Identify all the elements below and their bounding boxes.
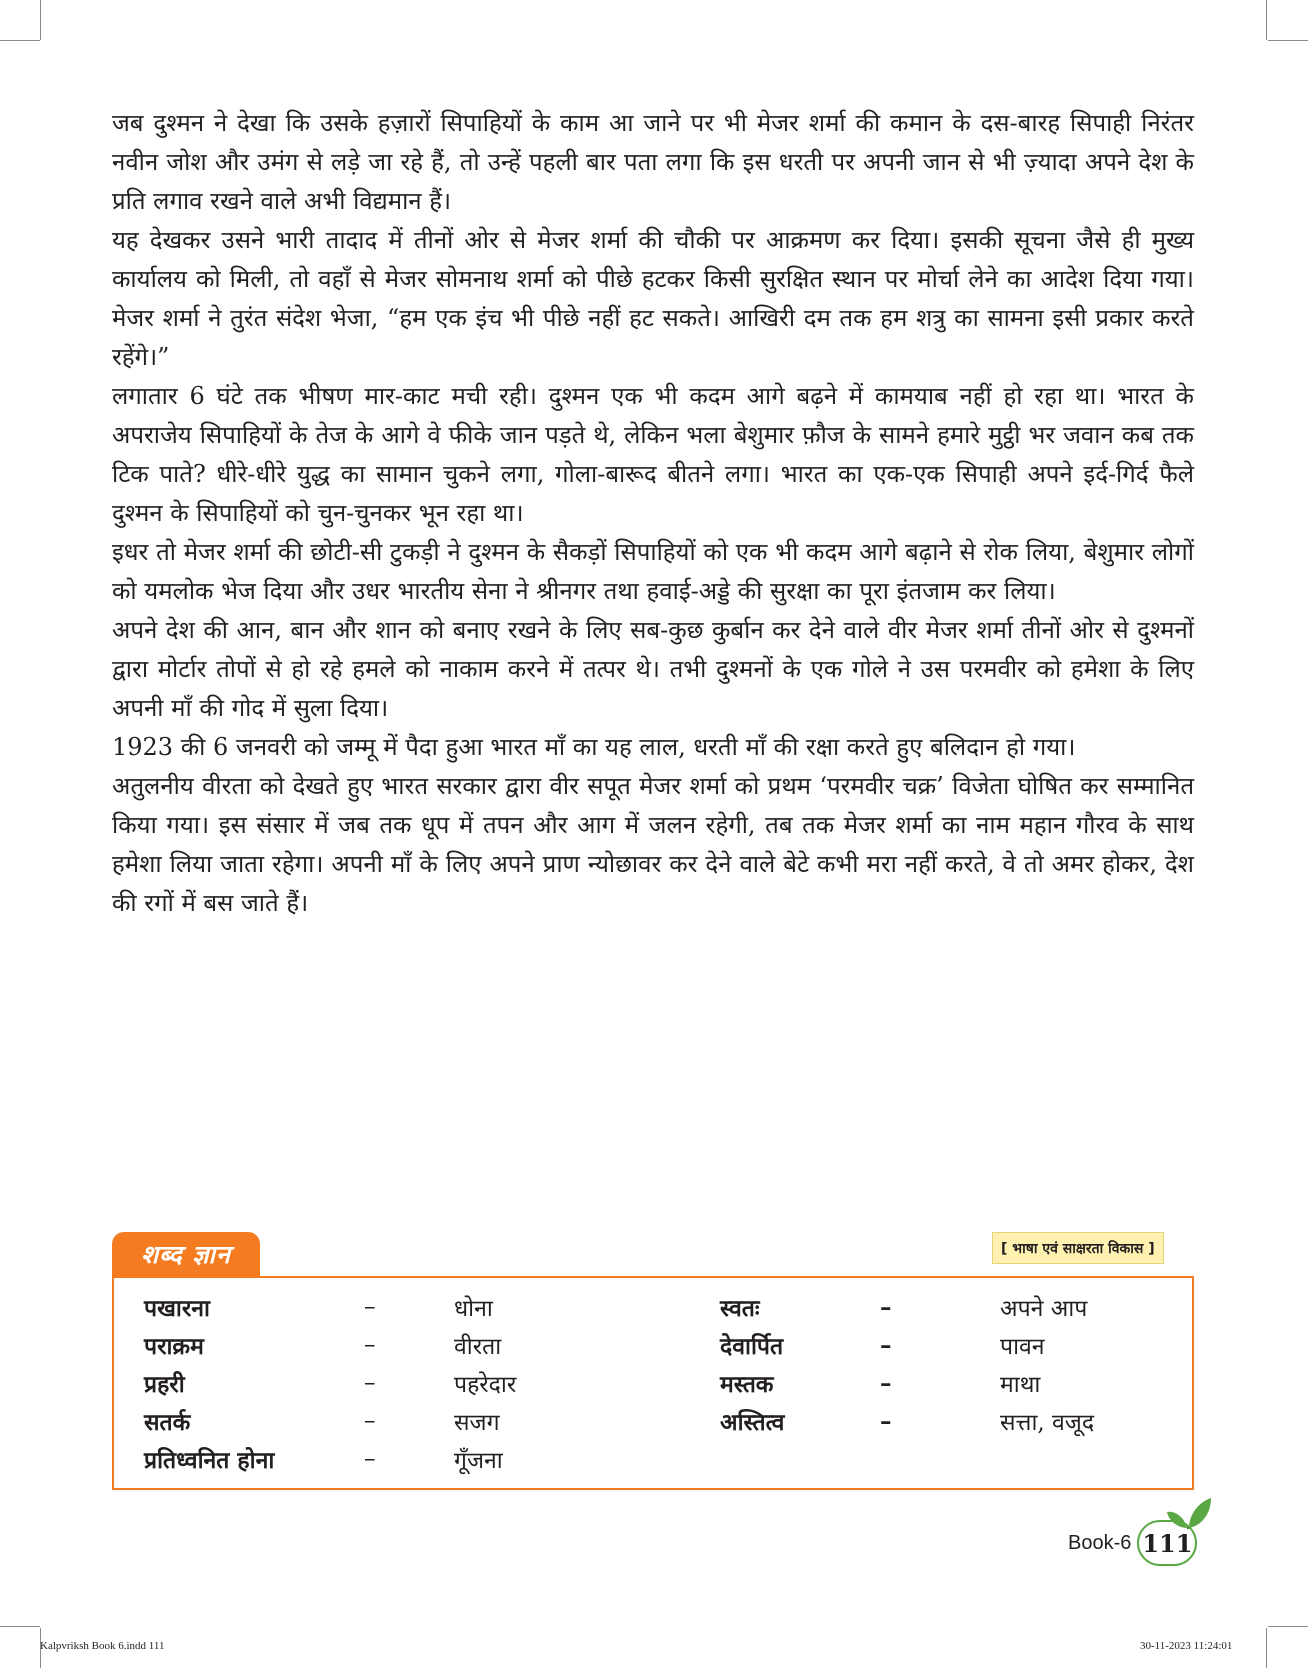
vocab-row xyxy=(720,1402,1220,1440)
page-number: 111 xyxy=(1142,1528,1193,1558)
vocab-meaning: वीरता xyxy=(454,1334,502,1360)
page-number-badge xyxy=(1137,1520,1197,1566)
vocab-title: शब्द ज्ञान xyxy=(141,1240,231,1269)
vocab-dash: – xyxy=(880,1331,892,1359)
crop-mark-bottom-right xyxy=(1266,1628,1267,1668)
paragraph: लगातार 6 घंटे तक भीषण मार-काट मची रही। दुश्मन एक भी कदम आगे बढ़ने में कामयाब नहीं हो रहा था। भारत के अपराजेय सिपाहियों के तेज के आगे वे फीके जान पड़ते थे, लेकिन भला बेशुमार फ़ौज के सामने हमारे मुट्ठी भर जवान कब तक टिक पाते? धीरे-धीरे युद्ध का सामान चुकने लगा, गोला-बारूद बीतने लगा। भारत का एक-एक सिपाही अपने इर्द-गिर्द फैले दुश्मन के सिपाहियों को चुन-चुनकर भून रहा था। xyxy=(112,382,1194,527)
paragraph: 1923 की 6 जनवरी को जम्मू में पैदा हुआ भारत माँ का यह लाल, धरती माँ की रक्षा करते हुए बलिदान हो गया। xyxy=(112,733,1076,761)
book-label: Book-6 xyxy=(1068,1531,1132,1554)
page-footer xyxy=(1068,1520,1197,1566)
vocab-dash: – xyxy=(364,1332,376,1358)
crop-mark-top-right xyxy=(1266,0,1267,40)
vocab-term: पखारना xyxy=(144,1296,210,1322)
vocab-term: प्रतिध्वनित होना xyxy=(144,1448,275,1474)
vocab-meaning: गूँजना xyxy=(454,1448,503,1474)
vocab-row xyxy=(144,1440,674,1478)
leaf-icon xyxy=(1165,1496,1213,1530)
vocab-row xyxy=(144,1288,674,1326)
vocab-row xyxy=(720,1288,1220,1326)
slug-file-info: Kalpvriksh Book 6.indd 111 xyxy=(40,1640,165,1652)
vocab-row xyxy=(720,1364,1220,1402)
vocab-row xyxy=(720,1326,1220,1364)
vocab-term: सतर्क xyxy=(144,1410,191,1436)
vocab-row xyxy=(144,1326,674,1364)
vocab-meaning: पहरेदार xyxy=(454,1372,517,1398)
vocab-dash: – xyxy=(364,1446,376,1472)
vocab-dash: – xyxy=(364,1294,376,1320)
crop-mark-left-bottom xyxy=(0,1626,40,1627)
vocab-term: प्रहरी xyxy=(144,1372,185,1398)
vocab-meaning: सजग xyxy=(454,1410,500,1436)
vocab-dash: – xyxy=(364,1408,376,1434)
vocab-term: पराक्रम xyxy=(144,1334,204,1360)
vocab-header xyxy=(112,1232,260,1276)
vocab-meaning: पावन xyxy=(1000,1334,1045,1360)
vocab-meaning: माथा xyxy=(1000,1372,1041,1398)
vocab-meaning: धोना xyxy=(454,1296,493,1322)
vocab-meaning: अपने आप xyxy=(1000,1296,1088,1322)
vocab-dash: – xyxy=(364,1370,376,1396)
literacy-tag: [ भाषा एवं साक्षरता विकास ] xyxy=(992,1232,1164,1264)
vocab-box xyxy=(112,1276,1194,1490)
crop-mark-left-top xyxy=(0,40,40,41)
vocab-meaning: सत्ता, वजूद xyxy=(1000,1410,1095,1436)
paragraph: अपने देश की आन, बान और शान को बनाए रखने के लिए सब-कुछ कुर्बान कर देने वाले वीर मेजर शर्मा तीनों ओर से दुश्मनों द्वारा मोर्टार तोपों से हो रहे हमले को नाकाम करने में तत्पर थे। तभी दुश्मनों के एक गोले ने उस परमवीर को हमेशा के लिए अपनी माँ की गोद में सुला दिया। xyxy=(112,616,1194,722)
slug-timestamp: 30-11-2023 11:24:01 xyxy=(1140,1640,1233,1652)
vocab-term: मस्तक xyxy=(720,1372,774,1398)
crop-mark-right-bottom xyxy=(1268,1626,1308,1627)
crop-mark-top-left xyxy=(40,0,41,40)
vocab-dash: – xyxy=(880,1369,892,1397)
paragraph: यह देखकर उसने भारी तादाद में तीनों ओर से मेजर शर्मा की चौकी पर आक्रमण कर दिया। इसकी सूचना जैसे ही मुख्य कार्यालय को मिली, तो वहाँ से मेजर सोमनाथ शर्मा को पीछे हटकर किसी सुरक्षित स्थान पर मोर्चा लेने का आदेश दिया गया। मेजर शर्मा ने तुरंत संदेश भेजा, “हम एक इंच भी पीछे नहीं हट सकते। आखिरी दम तक हम शत्रु का सामना इसी प्रकार करते रहेंगे।” xyxy=(112,226,1194,371)
paragraph: इधर तो मेजर शर्मा की छोटी-सी टुकड़ी ने दुश्मन के सैकड़ों सिपाहियों को एक भी कदम आगे बढ़ाने से रोक लिया, बेशुमार लोगों को यमलोक भेज दिया और उधर भारतीय सेना ने श्रीनगर तथा हवाई-अड्डे की सुरक्षा का पूरा इंतजाम कर लिया। xyxy=(112,538,1194,605)
paragraph: अतुलनीय वीरता को देखते हुए भारत सरकार द्वारा वीर सपूत मेजर शर्मा को प्रथम ‘परमवीर चक्र’ विजेता घोषित कर सम्मानित किया गया। इस संसार में जब तक धूप में तपन और आग में जलन रहेगी, तब तक मेजर शर्मा का नाम महान गौरव के साथ हमेशा लिया जाता रहेगा। अपनी माँ के लिए अपने प्राण न्योछावर कर देने वाले बेटे कभी मरा नहीं करते, वे तो अमर होकर, देश की रगों में बस जाते हैं। xyxy=(112,772,1194,917)
vocab-row xyxy=(144,1402,674,1440)
crop-mark-right-top xyxy=(1268,40,1308,41)
vocab-term: अस्तित्व xyxy=(720,1410,785,1436)
paragraph: जब दुश्मन ने देखा कि उसके हज़ारों सिपाहियों के काम आ जाने पर भी मेजर शर्मा की कमान के दस-बारह सिपाही निरंतर नवीन जोश और उमंग से लड़े जा रहे हैं, तो उन्हें पहली बार पता लगा कि इस धरती पर अपनी जान से भी ज़्यादा अपने देश के प्रति लगाव रखने वाले अभी विद्यमान हैं। xyxy=(112,109,1194,215)
vocab-term: देवार्पित xyxy=(720,1334,784,1360)
vocab-dash: – xyxy=(880,1293,892,1321)
vocab-column-left xyxy=(144,1288,674,1478)
body-text xyxy=(112,104,1194,923)
vocab-dash: – xyxy=(880,1407,892,1435)
vocab-column-right xyxy=(720,1288,1220,1440)
vocab-term: स्वतः xyxy=(720,1296,760,1322)
vocab-row xyxy=(144,1364,674,1402)
